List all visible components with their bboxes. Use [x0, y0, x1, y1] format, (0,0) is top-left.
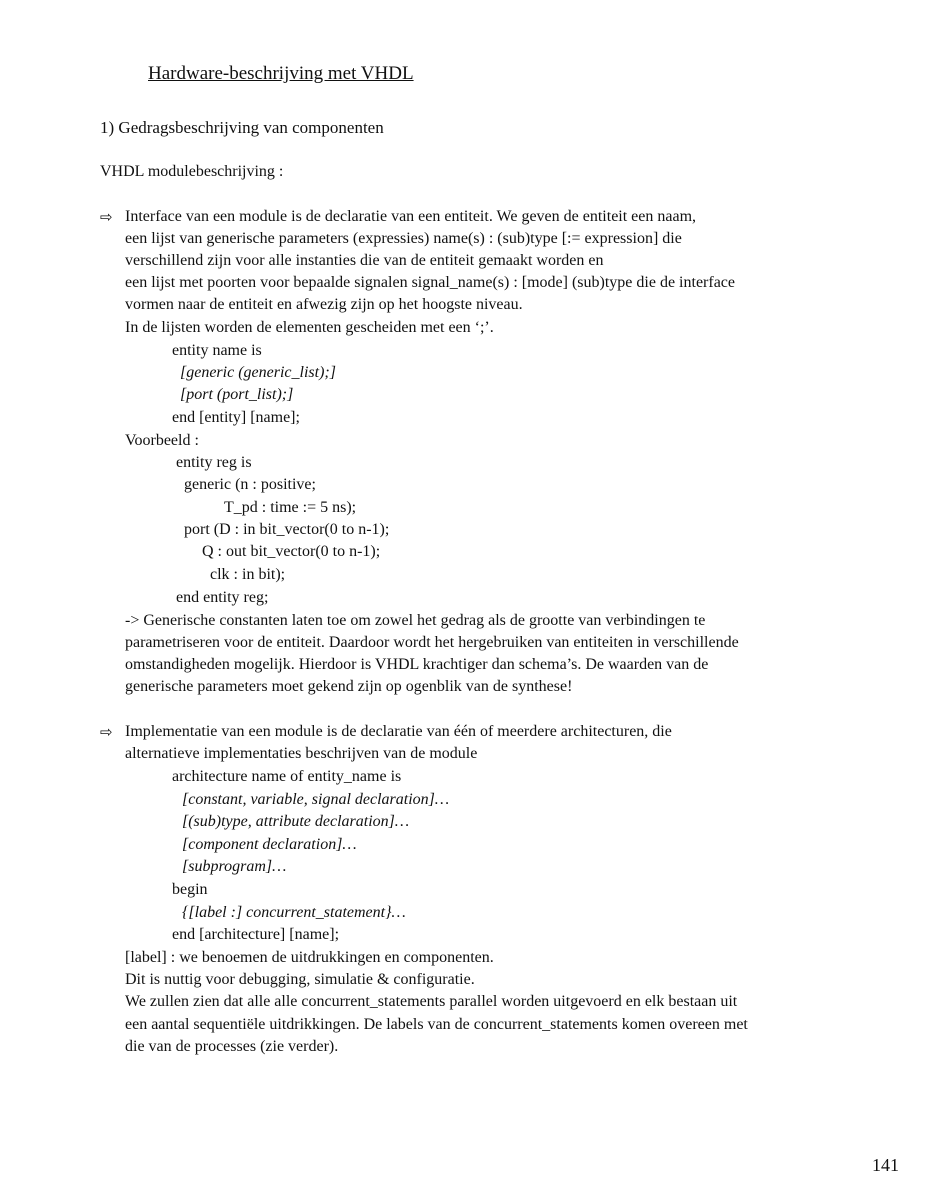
example-line-4: port (D : in bit_vector(0 to n-1);	[184, 521, 390, 538]
note-line-3: omstandigheden mogelijk. Hierdoor is VHDL krachtiger dan schema’s. De waarden van de	[125, 656, 709, 673]
note-line-4: generische parameters moet gekend zijn op ogenblik van de synthese!	[125, 678, 573, 695]
intro-line: VHDL modulebeschrijving :	[100, 163, 284, 180]
example-line-2: generic (n : positive;	[184, 476, 316, 493]
arch-syntax-4: [component declaration]…	[182, 836, 357, 853]
arch-syntax-7: {[label :] concurrent_statement}…	[182, 904, 406, 921]
block1-line-2: een lijst van generische parameters (expressies) name(s) : (sub)type [:= expression] die	[125, 230, 682, 247]
after-line-1: [label] : we benoemen de uitdrukkingen en componenten.	[125, 949, 494, 966]
block1-line-3: verschillend zijn voor alle instanties die van de entiteit gemaakt worden en	[125, 252, 604, 269]
example-line-5: Q : out bit_vector(0 to n-1);	[202, 543, 381, 560]
example-line-7: end entity reg;	[176, 589, 269, 606]
block1-line-5: vormen naar de entiteit en afwezig zijn op het hoogste niveau.	[125, 296, 523, 313]
block1-line-4: een lijst met poorten voor bepaalde signalen signal_name(s) : [mode] (sub)type die de interface	[125, 274, 736, 291]
block2-line-1: Implementatie van een module is de declaratie van één of meerdere architecturen, die	[125, 723, 672, 740]
note-line-2: parametriseren voor de entiteit. Daardoor wordt het hergebruiken van entiteiten in verschillende	[125, 634, 739, 651]
page-number: 141	[872, 1155, 899, 1175]
after-line-2: Dit is nuttig voor debugging, simulatie & configuratie.	[125, 971, 475, 988]
arch-syntax-6: begin	[172, 881, 208, 898]
block1-line-1: Interface van een module is de declaratie van een entiteit. We geven de entiteit een naam,	[125, 208, 697, 225]
example-line-6: clk : in bit);	[210, 566, 286, 583]
block2-line-2: alternatieve implementaties beschrijven van de module	[125, 745, 478, 762]
after-line-4: een aantal sequentiële uitdrikkingen. De labels van de concurrent_statements komen overeen met	[125, 1016, 748, 1033]
block1-line-6: In de lijsten worden de elementen gescheiden met een ‘;’.	[125, 319, 494, 336]
arrow-bullet-icon: ⇨	[100, 723, 113, 741]
arch-syntax-8: end [architecture] [name];	[172, 926, 340, 943]
arch-syntax-1: architecture name of entity_name is	[172, 768, 402, 785]
arch-syntax-5: [subprogram]…	[182, 858, 287, 875]
section-heading: 1) Gedragsbeschrijving van componenten	[100, 118, 384, 137]
after-line-3: We zullen zien dat alle alle concurrent_statements parallel worden uitgevoerd en elk bestaan uit	[125, 993, 738, 1010]
note-line-1: -> Generische constanten laten toe om zowel het gedrag als de grootte van verbindingen te	[125, 612, 706, 629]
arch-syntax-3: [(sub)type, attribute declaration]…	[182, 813, 410, 830]
after-line-5: die van de processes (zie verder).	[125, 1038, 339, 1055]
page-title: Hardware-beschrijving met VHDL	[148, 63, 414, 84]
entity-syntax-2: [generic (generic_list);]	[180, 364, 336, 381]
example-label: Voorbeeld :	[125, 432, 199, 449]
entity-syntax-1: entity name is	[172, 342, 262, 359]
entity-syntax-3: [port (port_list);]	[180, 386, 294, 403]
arch-syntax-2: [constant, variable, signal declaration]…	[182, 791, 450, 808]
example-line-3: T_pd : time := 5 ns);	[224, 499, 357, 516]
example-line-1: entity reg is	[176, 454, 252, 471]
arrow-bullet-icon: ⇨	[100, 208, 113, 226]
entity-syntax-4: end [entity] [name];	[172, 409, 300, 426]
